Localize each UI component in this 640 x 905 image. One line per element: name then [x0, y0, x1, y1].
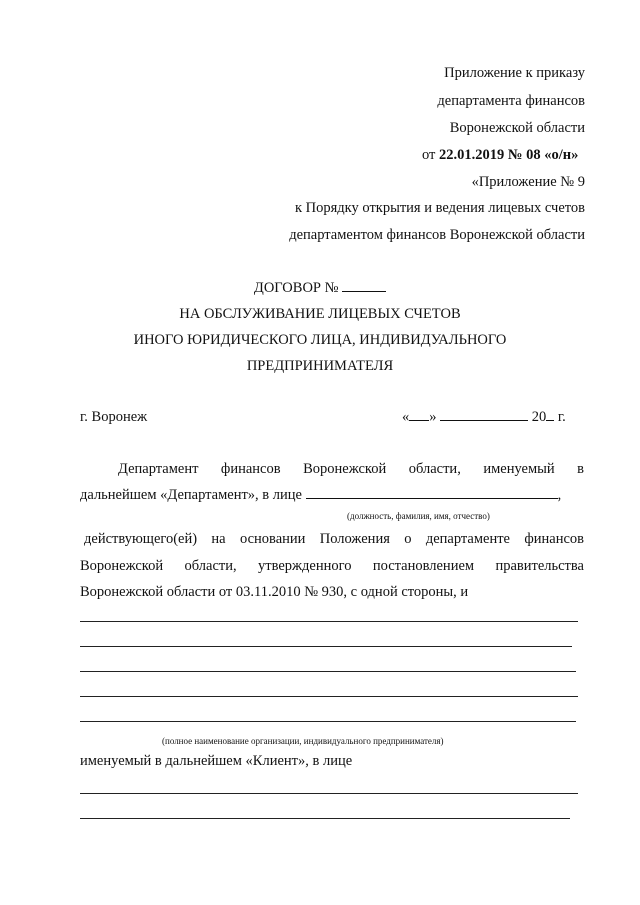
- city: г. Воронеж: [80, 409, 148, 425]
- title-line-4: ПРЕДПРИНИМАТЕЛЯ: [246, 358, 394, 374]
- org-blank-line-4[interactable]: [80, 696, 578, 697]
- caption-organization: (полное наименование организации, индивидуального предпринимателя): [162, 736, 444, 746]
- caption-position: (должность, фамилия, имя, отчество): [347, 511, 490, 521]
- paragraph-2-line-2: Воронежской области, утвержденного постановлением правительства: [80, 558, 584, 574]
- org-blank-line-3[interactable]: [80, 671, 576, 672]
- contract-title: [0, 281, 640, 296]
- contract-label: ДОГОВОР №: [253, 280, 339, 296]
- appendix-label: «Приложение № 9: [471, 174, 585, 190]
- paragraph-2-line-3: Воронежской области от 03.11.2010 № 930, с одной стороны, и: [80, 584, 469, 600]
- header-line-7: департаментом финансов Воронежской области: [289, 227, 585, 243]
- paragraph-2-line-1: действующего(ей) на основании Положения о департаменте финансов: [84, 531, 584, 547]
- client-blank-line-2[interactable]: [80, 818, 570, 819]
- paragraph-1-line-1: Департамент финансов Воронежской области, именуемый в: [118, 461, 584, 477]
- org-blank-line-1[interactable]: [80, 621, 578, 622]
- header-line-3: Воронежской области: [449, 120, 585, 136]
- paragraph-1-line-2: [80, 488, 561, 503]
- quote-close: »: [429, 409, 437, 425]
- header-line-6: к Порядку открытия и ведения лицевых счетов: [294, 200, 585, 216]
- title-line-2: НА ОБСЛУЖИВАНИЕ ЛИЦЕВЫХ СЧЕТОВ: [179, 306, 461, 322]
- title-line-3: ИНОГО ЮРИДИЧЕСКОГО ЛИЦА, ИНДИВИДУАЛЬНОГО: [133, 332, 507, 348]
- order-prefix: от: [422, 147, 440, 163]
- order-number: 22.01.2019 № 08 «о/н»: [439, 147, 579, 163]
- month-blank[interactable]: [440, 420, 528, 421]
- client-blank-line-1[interactable]: [80, 793, 578, 794]
- date-line: [402, 410, 566, 425]
- client-line: именуемый в дальнейшем «Клиент», в лице: [80, 753, 353, 769]
- org-blank-line-2[interactable]: [80, 646, 572, 647]
- day-blank[interactable]: [409, 420, 429, 421]
- header-line-1: Приложение к приказу: [444, 65, 585, 81]
- contract-number-blank[interactable]: [342, 291, 386, 292]
- representative-intro: дальнейшем «Департамент», в лице: [80, 487, 302, 503]
- year-suffix: г.: [554, 409, 566, 425]
- org-blank-line-5[interactable]: [80, 721, 576, 722]
- order-reference: [422, 148, 578, 163]
- comma: ,: [557, 487, 562, 503]
- header-line-2: департамента финансов: [437, 93, 585, 109]
- quote-open: «: [402, 409, 410, 425]
- year-prefix: 20: [531, 409, 547, 425]
- representative-blank[interactable]: [306, 498, 558, 499]
